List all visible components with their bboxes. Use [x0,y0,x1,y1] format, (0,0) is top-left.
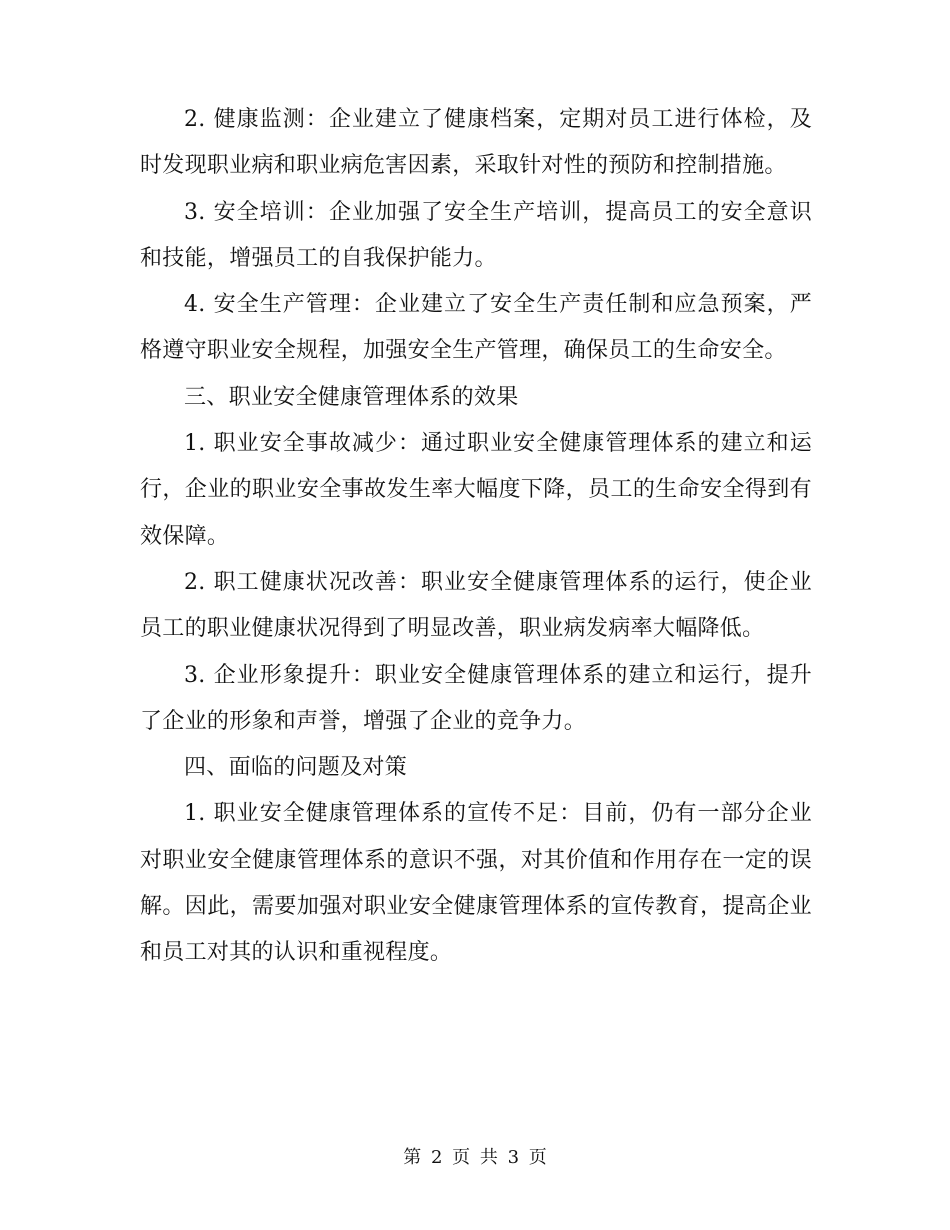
paragraph-accident-reduction: 1. 职业安全事故减少：通过职业安全健康管理体系的建立和运行，企业的职业安全事故发生率大幅度下降，员工的生命安全得到有效保障。 [140,431,812,549]
paragraph-insufficient-promotion: 1. 职业安全健康管理体系的宣传不足：目前，仍有一部分企业对职业安全健康管理体系的意识不强，对其价值和作用存在一定的误解。因此，需要加强对职业安全健康管理体系的宣传教育，提高企业和员工对其的认识和重视程度。 [140,801,812,966]
paragraph-health-monitoring: 2. 健康监测：企业建立了健康档案，定期对员工进行体检，及时发现职业病和职业病危害因素，采取针对性的预防和控制措施。 [140,107,812,179]
page-number-footer: 第 2 页 共 3 页 [403,1147,547,1168]
paragraph-safety-management: 4. 安全生产管理：企业建立了安全生产责任制和应急预案，严格遵守职业安全规程，加强安全生产管理，确保员工的生命安全。 [140,292,812,364]
section-heading-effects: 三、职业安全健康管理体系的效果 [184,384,519,410]
paragraph-health-improvement: 2. 职工健康状况改善：职业安全健康管理体系的运行，使企业员工的职业健康状况得到了明显改善，职业病发病率大幅降低。 [140,569,812,642]
paragraph-image-improvement: 3. 企业形象提升：职业安全健康管理体系的建立和运行，提升了企业的形象和声誉，增强了企业的竞争力。 [140,662,812,734]
paragraph-safety-training: 3. 安全培训：企业加强了安全生产培训，提高员工的安全意识和技能，增强员工的自我保护能力。 [140,199,812,271]
document-body [140,97,812,977]
section-heading-problems: 四、面临的问题及对策 [184,755,408,781]
